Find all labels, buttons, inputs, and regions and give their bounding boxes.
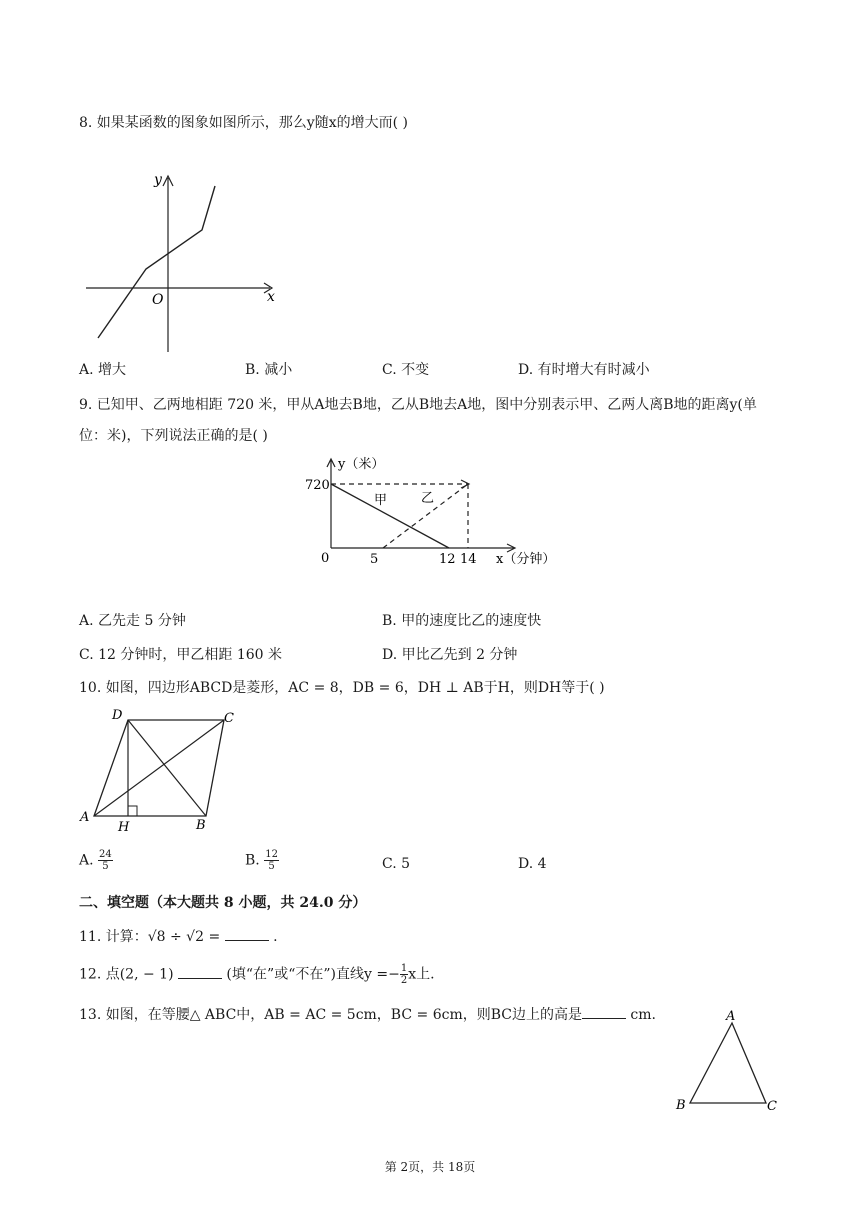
q8-stem: 8. 如果某函数的图象如图所示，那么y随x的增大而( ) <box>79 115 408 131</box>
q9-stem-line2: 位：米)，下列说法正确的是( ) <box>79 428 268 444</box>
section-2-title: 二、填空题（本大题共 8 小题，共 24.0 分） <box>79 895 367 911</box>
q9-x-axis-label: x（分钟） <box>496 552 556 567</box>
q10-option-a-prefix: A. <box>79 852 94 869</box>
q10-option-b[interactable] <box>245 849 279 872</box>
q9-x-tick-12: 12 <box>439 552 456 567</box>
q12-fraction: $\frac{1}{2}$ <box>400 963 408 986</box>
q12-suffix: x上. <box>408 966 435 983</box>
q10-option-c[interactable]: C. 5 <box>382 856 411 872</box>
q9-option-d[interactable]: D. 甲比乙先到 2 分钟 <box>382 647 518 663</box>
q10-option-a-fraction: $\frac{24}{5}$ <box>99 849 112 872</box>
q10-option-d[interactable]: D. 4 <box>518 856 547 872</box>
page-footer: 第 2页，共 18页 <box>384 1160 476 1174</box>
q8-option-d[interactable]: D. 有时增大有时减小 <box>518 362 650 378</box>
q9-distance-time-chart <box>300 454 560 574</box>
q11-answer-blank[interactable] <box>225 928 269 941</box>
q10-stem: 10. 如图，四边形ABCD是菱形，AC = 8，DB = 6，DH ⊥ AB于H，则DH等于( ) <box>79 680 605 696</box>
q10-label-c: C <box>224 711 234 726</box>
q9-option-a[interactable]: A. 乙先走 5 分钟 <box>79 613 186 629</box>
q13-label-b: B <box>676 1098 686 1113</box>
q8-x-axis-label: x <box>267 289 275 305</box>
q10-label-h: H <box>118 820 130 835</box>
q8-function-graph <box>84 168 284 358</box>
q10-option-b-fraction: $\frac{12}{5}$ <box>265 849 278 872</box>
q9-x-tick-14: 14 <box>460 552 477 567</box>
q8-origin-label: O <box>152 292 164 308</box>
q10-option-b-prefix: B. <box>245 852 260 869</box>
q12-prefix: 12. 点(2, − 1) <box>79 966 178 983</box>
q12-line <box>79 963 435 986</box>
q9-option-c[interactable]: C. 12 分钟时，甲乙相距 160 米 <box>79 647 282 663</box>
q11-prefix: 11. 计算：√8 ÷ √2 = <box>79 929 225 945</box>
q10-label-a: A <box>80 810 90 825</box>
q11-suffix: . <box>268 929 278 945</box>
q9-series-yi-label: 乙 <box>421 491 435 506</box>
q13-prefix: 13. 如图，在等腰△ ABC中，AB = AC = 5cm，BC = 6cm，则BC边上的高是 <box>79 1007 582 1023</box>
q10-rhombus-figure <box>78 704 248 836</box>
q9-y-tick-720: 720 <box>305 478 330 493</box>
q9-series-jia-label: 甲 <box>374 493 388 508</box>
q8-option-b[interactable]: B. 减小 <box>245 362 293 378</box>
q8-option-c[interactable]: C. 不变 <box>382 362 430 378</box>
q12-middle: (填“在”或“不在”)直线y =− <box>221 966 400 983</box>
q13-suffix: cm. <box>625 1007 657 1023</box>
q10-label-d: D <box>112 708 123 723</box>
q12-answer-blank[interactable] <box>178 966 222 979</box>
q13-answer-blank[interactable] <box>582 1006 626 1019</box>
q11-line <box>79 928 278 946</box>
q9-stem-line1: 9. 已知甲、乙两地相距 720 米，甲从A地去B地，乙从B地去A地，图中分别表示甲、乙两人离B地的距离y(单 <box>79 397 757 413</box>
q9-option-b[interactable]: B. 甲的速度比乙的速度快 <box>382 613 542 629</box>
q13-label-c: C <box>767 1099 777 1114</box>
q10-label-b: B <box>196 818 206 833</box>
q9-origin-label: 0 <box>321 551 330 566</box>
q9-x-tick-5: 5 <box>370 552 379 567</box>
q13-triangle-figure <box>672 1006 784 1116</box>
q10-option-a[interactable] <box>79 849 113 872</box>
q13-line <box>79 1006 656 1024</box>
q8-y-axis-label: y <box>154 172 162 188</box>
q9-y-axis-label: y（米） <box>338 457 385 472</box>
q13-label-a: A <box>726 1009 736 1024</box>
q8-option-a[interactable]: A. 增大 <box>79 362 127 378</box>
